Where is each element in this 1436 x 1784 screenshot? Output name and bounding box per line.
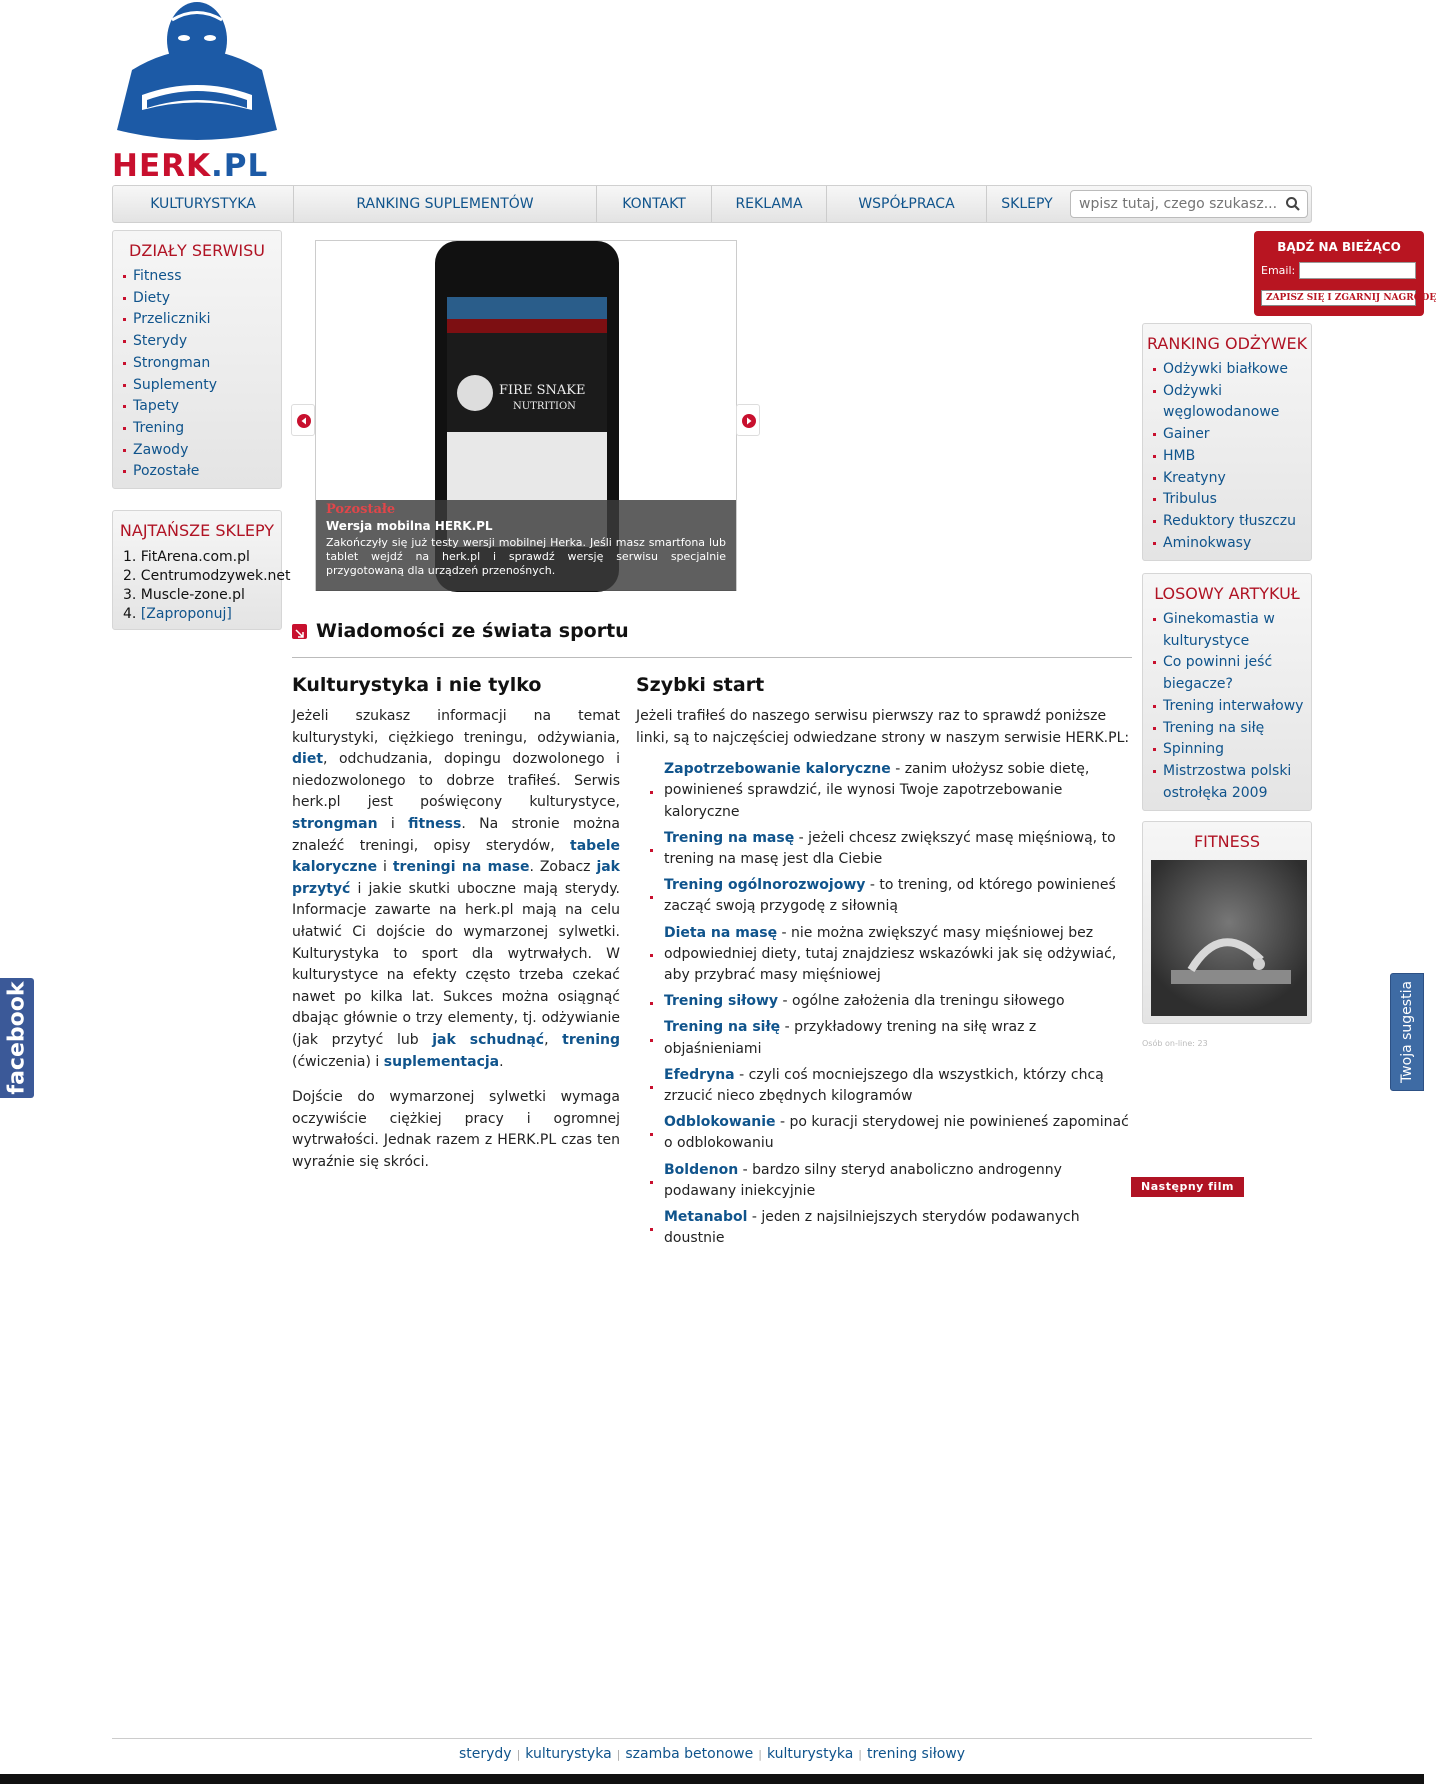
search-input[interactable] <box>1071 191 1276 217</box>
footer-link[interactable]: kulturystyka <box>525 1746 612 1762</box>
sklepy-title: NAJTAŃSZE SKLEPY <box>119 521 275 540</box>
footer-separator: | <box>858 1748 863 1761</box>
quick-start-desc: - jeżeli chcesz zwiększyć masę mięśniową, to trening na masę jest dla Ciebie <box>664 829 1116 867</box>
dzialy-title: DZIAŁY SERWISU <box>129 241 265 260</box>
intro-link[interactable]: jak schudnąć <box>432 1031 545 1048</box>
random-article-item[interactable]: Spinning <box>1153 739 1311 761</box>
fitness-title: FITNESS <box>1193 832 1261 851</box>
footer-separator: | <box>616 1748 621 1761</box>
ranking-item[interactable]: Kreatyny <box>1153 468 1311 490</box>
intro-text: . Zobacz <box>529 859 597 876</box>
fitness-figure-image <box>1151 860 1307 1016</box>
nav-item-ranking[interactable]: RANKING SUPLEMENTÓW <box>294 186 597 222</box>
search-box <box>1070 190 1308 218</box>
nav-item-wspolpraca[interactable]: WSPÓŁPRACA <box>827 186 987 222</box>
dzialy-item-fitness[interactable]: Fitness <box>123 266 281 288</box>
phone-brand-line1: FIRE SNAKE <box>499 383 586 398</box>
random-article-item[interactable]: Co powinni jeść biegacze? <box>1153 652 1311 695</box>
ranking-item[interactable]: Odżywki węglowodanowe <box>1153 381 1311 424</box>
dzialy-item-sterydy[interactable]: Sterydy <box>123 331 281 353</box>
footer-link[interactable]: sterydy <box>458 1746 512 1762</box>
intro-link[interactable]: strongman <box>292 815 378 832</box>
quick-start-item <box>636 759 1132 823</box>
random-article-list <box>1143 609 1311 804</box>
random-article-item[interactable]: Trening na siłę <box>1153 718 1311 740</box>
dzialy-item-tapety[interactable]: Tapety <box>123 396 281 418</box>
logo-text-blue: .PL <box>211 148 269 184</box>
quick-start-link[interactable]: Boldenon <box>664 1161 739 1178</box>
random-article-item[interactable]: Trening interwałowy <box>1153 696 1311 718</box>
nav-item-kontakt[interactable]: KONTAKT <box>597 186 712 222</box>
quick-start-desc: - zanim ułożysz sobie dietę, powinieneś sprawdzić, ile wynosi Twoje zapotrzebowanie kaloryczne <box>664 761 1090 820</box>
intro-text: i <box>377 815 409 832</box>
quick-start-item <box>636 1160 1132 1202</box>
intro-text: . <box>499 1053 504 1070</box>
quick-start-column <box>636 674 1132 1254</box>
intro-text: (ćwiczenia) i <box>292 1053 384 1070</box>
ranking-item[interactable]: Reduktory tłuszczu <box>1153 511 1311 533</box>
quick-start-link[interactable]: Zapotrzebowanie kaloryczne <box>664 761 891 778</box>
section-divider <box>292 657 1132 658</box>
bodybuilder-logo-icon <box>112 0 282 150</box>
intro-link[interactable]: diet <box>292 751 324 768</box>
fitness-image[interactable] <box>1151 860 1307 1016</box>
suggestion-tab-label: Twoja sugestia <box>1399 980 1415 1084</box>
quick-start-desc: - bardzo silny steryd anaboliczno androgenny podawany iniekcyjnie <box>664 1161 1062 1199</box>
logo-text <box>112 148 268 184</box>
sklepy-item-number: 4. <box>123 606 141 622</box>
intro-paragraph-1 <box>292 706 620 1073</box>
email-label: Email: <box>1261 264 1296 277</box>
phone-screen-menu <box>447 319 607 333</box>
search-icon[interactable] <box>1285 196 1301 212</box>
dzialy-item-zawody[interactable]: Zawody <box>123 440 281 462</box>
quick-start-link[interactable]: Trening na siłę <box>664 1019 781 1036</box>
quick-start-link[interactable]: Trening ogólnorozwojowy <box>664 877 866 894</box>
intro-text: . Na stronie można znaleźć treningi, opisy sterydów, <box>292 815 620 854</box>
slider-prev-button[interactable] <box>291 404 315 436</box>
sklepy-box <box>112 510 291 630</box>
sklepy-list <box>113 548 291 624</box>
herk-logo[interactable] <box>112 0 282 182</box>
fitness-box <box>1142 821 1312 1024</box>
ranking-item[interactable]: Odżywki białkowe <box>1153 359 1311 381</box>
main-nav <box>112 185 1312 223</box>
intro-column <box>292 674 620 1173</box>
sklepy-item[interactable]: 3. Muscle-zone.pl <box>123 587 245 603</box>
random-article-item[interactable]: Ginekomastia w kulturystyce <box>1153 609 1311 652</box>
sklepy-item[interactable]: 2. Centrumodzywek.net <box>123 568 291 584</box>
slider-text: Zakończyły się już testy wersji mobilnej Herka. Jeśli masz smartfona lub tablet wejdź na herk.pl i sprawdź wersję serwisu specjalnie przygotowaną dla urządzeń przenośnych. <box>326 536 726 577</box>
quick-start-link[interactable]: Dieta na masę <box>664 924 778 941</box>
intro-link[interactable]: trening <box>562 1031 620 1048</box>
footer-links <box>0 1746 1424 1762</box>
next-film-button[interactable]: Następny film <box>1131 1177 1244 1197</box>
intro-text: i <box>377 859 393 876</box>
sklepy-item-propose <box>123 605 281 624</box>
dzialy-item-strongman[interactable]: Strongman <box>123 353 281 375</box>
arrow-right-icon <box>742 414 756 428</box>
email-field[interactable] <box>1299 262 1416 279</box>
dzialy-item-suplementy[interactable]: Suplementy <box>123 375 281 397</box>
quick-start-desc: - nie można zwiększyć masy mięśniowej bez odpowiedniej diety, tutaj znajdziesz wskazówki jak się odżywiać, aby przybrać masy mięśniowej <box>664 924 1117 984</box>
ranking-item[interactable]: Tribulus <box>1153 489 1311 511</box>
dzialy-item-diety[interactable]: Diety <box>123 288 281 310</box>
arrow-left-icon <box>297 414 311 428</box>
footer-divider <box>112 1738 1312 1739</box>
logo-text-red: HERK <box>112 148 212 184</box>
quick-start-link[interactable]: Trening na masę <box>664 829 795 846</box>
section-title-text: Wiadomości ze świata sportu <box>316 620 629 642</box>
subscribe-button[interactable]: ZAPISZ SIĘ I ZGARNIJ NAGRODĘ <box>1261 290 1416 306</box>
slider-title[interactable]: Wersja mobilna HERK.PL <box>326 519 493 533</box>
intro-text: , odchudzania, dopingu dozwolonego i niedozwolonego to dobrze trafiłeś. Serwis herk.pl jest poświęcony kulturystyce, <box>292 751 620 811</box>
intro-link[interactable]: treningi na mase <box>392 859 530 876</box>
footer-link[interactable]: kulturystyka <box>766 1746 854 1762</box>
newsletter-email-row <box>1261 262 1416 279</box>
ranking-title: RANKING ODŻYWEK <box>1146 334 1308 353</box>
intro-link[interactable]: fitness <box>408 815 462 832</box>
quick-start-desc: - to trening, od którego powinieneś zacząć swoją przygodę z siłownią <box>664 877 1116 915</box>
phone-screen-header <box>447 297 607 319</box>
footer-link[interactable]: szamba betonowe <box>625 1746 754 1762</box>
ranking-item[interactable]: Aminokwasy <box>1153 533 1311 555</box>
quick-start-link[interactable]: Metanabol <box>664 1209 748 1226</box>
bottom-bar <box>0 1774 1424 1784</box>
quick-start-item <box>636 1207 1132 1249</box>
intro-heading: Kulturystyka i nie tylko <box>292 674 542 696</box>
random-article-item[interactable]: Mistrzostwa polski ostrołęka 2009 <box>1153 761 1311 804</box>
intro-text: , <box>544 1031 563 1048</box>
footer-separator: | <box>758 1748 762 1761</box>
online-counter: Osób on-line: 23 <box>1142 1039 1208 1048</box>
newsletter-title: BĄDŹ NA BIEŻĄCO <box>1277 240 1401 254</box>
intro-paragraph-2: Dojście do wymarzonej sylwetki wymaga oczywiście ciężkiej pracy i ogromnej wytrwałości. Jednak razem z HERK.PL czas ten wyraźnie się skróci. <box>292 1089 620 1170</box>
random-article-title: LOSOWY ARTYKUŁ <box>1154 584 1300 603</box>
quick-start-desc: - po kuracji sterydowej nie powinieneś zapominać o odblokowaniu <box>664 1114 1129 1152</box>
quick-start-item <box>636 923 1132 987</box>
quick-start-intro: Jeżeli trafiłeś do naszego serwisu pierwszy raz to sprawdź poniższe linki, są to najczęściej odwiedzane strony w naszym serwisie HERK.PL: <box>636 708 1130 746</box>
intro-link[interactable]: tabele kaloryczne <box>292 837 620 876</box>
quick-start-list <box>636 759 1132 1249</box>
quick-start-link[interactable]: Trening siłowy <box>664 993 779 1010</box>
quick-start-item <box>636 1065 1132 1107</box>
quick-start-item <box>636 1112 1132 1154</box>
intro-link[interactable]: jak przytyć <box>292 859 620 897</box>
propose-link[interactable]: [Zaproponuj] <box>140 606 232 622</box>
quick-start-item <box>636 875 1132 917</box>
quick-start-desc: - jeden z najsilniejszych sterydów podawanych doustnie <box>664 1209 1080 1247</box>
dzialy-list <box>113 266 281 483</box>
quick-start-desc: - ogólne założenia dla treningu siłowego <box>778 993 1065 1010</box>
dzialy-item-pozostale[interactable]: Pozostałe <box>123 461 281 483</box>
footer-link[interactable]: trening siłowy <box>867 1746 966 1762</box>
nav-item-kulturystyka[interactable]: KULTURYSTYKA <box>113 186 294 222</box>
footer-separator: | <box>516 1748 521 1761</box>
slider-next-button[interactable] <box>736 404 760 436</box>
newsletter-box <box>1254 231 1436 316</box>
quick-start-item <box>636 828 1132 870</box>
phone-brand-line2: NUTRITION <box>513 401 576 412</box>
nav-item-reklama[interactable]: REKLAMA <box>712 186 827 222</box>
quick-start-desc: - czyli coś mocniejszego dla wszystkich, którzy chcą zrzucić nieco zbędnych kilogramów <box>664 1066 1104 1105</box>
snake-logo-icon <box>457 375 493 411</box>
quick-start-link[interactable]: Odblokowanie <box>664 1114 776 1131</box>
ranking-item[interactable]: Gainer <box>1153 424 1311 446</box>
facebook-tab[interactable] <box>0 978 34 1098</box>
dzialy-box <box>112 230 282 489</box>
section-arrow-icon <box>292 624 307 639</box>
random-article-box <box>1142 573 1312 811</box>
phone-brand <box>499 383 585 415</box>
slider-caption <box>316 500 736 591</box>
intro-link[interactable]: suplementacja <box>383 1053 500 1070</box>
quick-start-link[interactable]: Efedryna <box>664 1066 735 1083</box>
slider-category[interactable]: Pozostałe <box>326 502 396 517</box>
quick-start-item <box>636 991 1132 1012</box>
suggestion-tab[interactable] <box>1390 973 1424 1091</box>
ranking-list <box>1143 359 1311 554</box>
nav-item-sklepy[interactable]: SKLEPY <box>1001 196 1053 212</box>
quick-start-heading: Szybki start <box>636 674 765 696</box>
featured-slider[interactable] <box>315 240 737 591</box>
section-title <box>292 620 629 642</box>
quick-start-desc: - przykładowy trening na siłę wraz z objaśnieniami <box>664 1019 1037 1057</box>
dzialy-item-przeliczniki[interactable]: Przeliczniki <box>123 309 281 331</box>
intro-text: Jeżeli szukasz informacji na temat kulturystyki, ciężkiego treningu, odżywiania, <box>292 708 620 746</box>
ranking-box <box>1142 323 1312 561</box>
ranking-item[interactable]: HMB <box>1153 446 1311 468</box>
facebook-tab-label: facebook <box>4 981 30 1095</box>
dzialy-item-trening[interactable]: Trening <box>123 418 281 440</box>
quick-start-item <box>636 1017 1132 1059</box>
intro-text: i jakie skutki uboczne mają sterydy. Informacje zawarte na herk.pl mają na celu ułatwić Ci dojście do wymarzonej sylwetki. Kulturystyka to sport dla wytrwałych. W kulturystyce na efekty często trzeba czekać nawet po kilka lat. Sukces można osiągnąć dbając głównie o trzy elementy, tj. odżywianie (jak przytyć lub <box>292 880 620 1048</box>
sklepy-item[interactable]: 1. FitArena.com.pl <box>123 549 250 565</box>
